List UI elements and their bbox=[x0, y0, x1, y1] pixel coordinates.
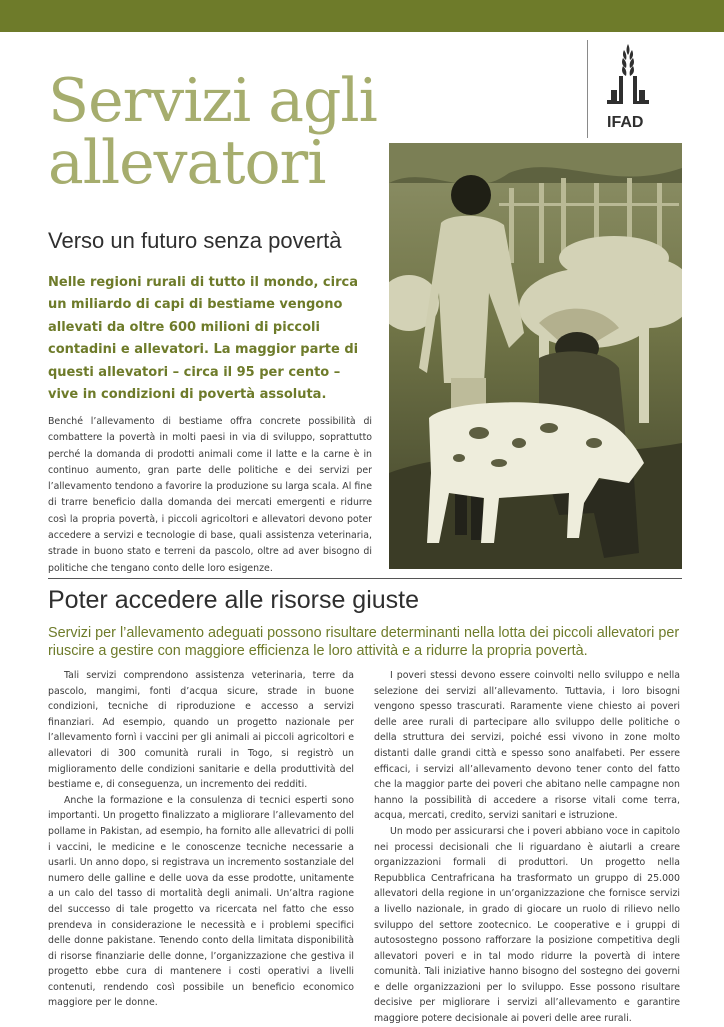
lead-paragraph: Nelle regioni rurali di tutto il mondo, circa un miliardo di capi di bestiame vengono allevati da oltre 600 milioni di piccoli contadini e allevatori. La maggior parte di questi allevatori – circa il 95 per cento – vive in condizioni di povertà assoluta. bbox=[48, 275, 359, 403]
page-title bbox=[48, 66, 377, 198]
section-heading: Poter accedere alle risorse giuste bbox=[48, 586, 420, 614]
logo-text: IFAD bbox=[607, 114, 644, 131]
section-divider bbox=[48, 578, 682, 579]
body-paragraph: Anche la formazione e la consulenza di tecnici esperti sono importanti. Un progetto finalizzato a migliorare l’allevamento del pollame in Pakistan, ad esempio, ha fornito alle allevatrici di polli i vaccini, le medicine e le conoscenze tecniche necessarie a usarli. Un anno dopo, si registrava un incremento sostanziale del numero delle galline e delle uova da esse prodotte, unitamente a un calo del tasso di mortalità degli animali. Un’altra ragione del successo di tale progetto va ricercata nel fatto che esso prendeva in considerazione le necessità e i problemi specifici delle donne pakistane. Tenendo conto della limitata disponibilità di risorse finanziarie delle donne, l’organizzazione che gestiva il progetto ebbe cura di mantenere i costi operativi a livelli contenuti, rendendo così possibile un beneficio economico maggiore per le donne. bbox=[48, 794, 354, 1009]
left-column bbox=[48, 668, 354, 1011]
page-subtitle: Verso un futuro senza povertà bbox=[48, 228, 342, 253]
body-paragraph: Un modo per assicurarsi che i poveri abbiano voce in capitolo nei processi decisionali che li riguardano è aiutarli a creare organizzazioni formali di produttori. Un progetto nella Repubblica Centrafricana ha trasformato un gruppo di 25.000 allevatori della regione in un’organizzazione che fornisce servizi a livello nazionale, in grado di giocare un ruolo di rilievo nello sviluppo del settore zootecnico. Le cooperative e i gruppi di autosostegno possono rafforzare la posizione competitiva degli allevatori poveri e in tal modo ridurre la povertà di intere comunità. Tali iniziative hanno bisogno del sostegno dei governi e delle organizzazioni per lo sviluppo. Esse possono risultare decisive per migliorare i servizi all’allevamento e garantire maggiore potere decisionale ai poveri delle aree rurali. bbox=[374, 825, 680, 1025]
body-paragraph: Tali servizi comprendono assistenza veterinaria, terre da pascolo, mangimi, fonti d’acqua sicure, strade in buone condizioni, tecniche di riproduzione e accesso a servizi finanziari. Ad esempio, quando un progetto nazionale per l’allevamento fornì i vaccini per gli animali ai piccoli agricoltori e allevatori di 300 comunità rurali in Togo, si registrò un miglioramento delle condizioni sanitarie e della produttività del bestiame e, di conseguenza, un incremento dei redditi. bbox=[48, 670, 354, 791]
intro-paragraph: Benché l’allevamento di bestiame offra concrete possibilità di combattere la povertà in molti paesi in via di sviluppo, soprattutto perché la domanda di prodotti animali come il latte e la carne è in continuo aumento, gran parte delle politiche e dei servizi per l’allevamento tendono a favorire la produzione su larga scala. Al fine di trarre beneficio dalla domanda dei mercati emergenti e ridurre così la propria povertà, i piccoli agricoltori e allevatori devono poter accedere a servizi e tecnologie di base, quali assistenza veterinaria, strade in buono stato e terreni da pascolo, oltre ad aver bisogno di politiche che tengano conto delle loro esigenze. bbox=[48, 416, 372, 574]
title-line-2: allevatori bbox=[48, 128, 326, 198]
top-color-bar bbox=[0, 0, 724, 32]
right-column bbox=[374, 668, 680, 1027]
body-paragraph: I poveri stessi devono essere coinvolti nello sviluppo e nella selezione dei servizi all’allevamento. Tuttavia, i loro bisogni vengono spesso trascurati. Raramente viene chiesto ai poveri delle aree rurali di partecipare allo sviluppo delle politiche o della struttura dei servizi, poiché essi vivono in zone molto distanti dalle grandi città e spesso sono analfabeti. Per essere efficaci, i servizi all’allevamento devono tener conto del fatto che la maggior parte dei poveri che abitano nelle campagne non hanno la possibilità di accedere a risorse vitali come terra, acqua, mercati, credito, servizi sanitari e istruzione. bbox=[374, 670, 680, 822]
herder-with-calf-photo bbox=[389, 143, 682, 569]
section-lead: Servizi per l’allevamento adeguati possono risultare determinanti nella lotta dei piccoli allevatori per riuscire a gestire con maggiore efficienza le loro attività e a ridurre la propria povertà. bbox=[48, 625, 680, 659]
title-line-1: Servizi agli bbox=[48, 66, 377, 136]
